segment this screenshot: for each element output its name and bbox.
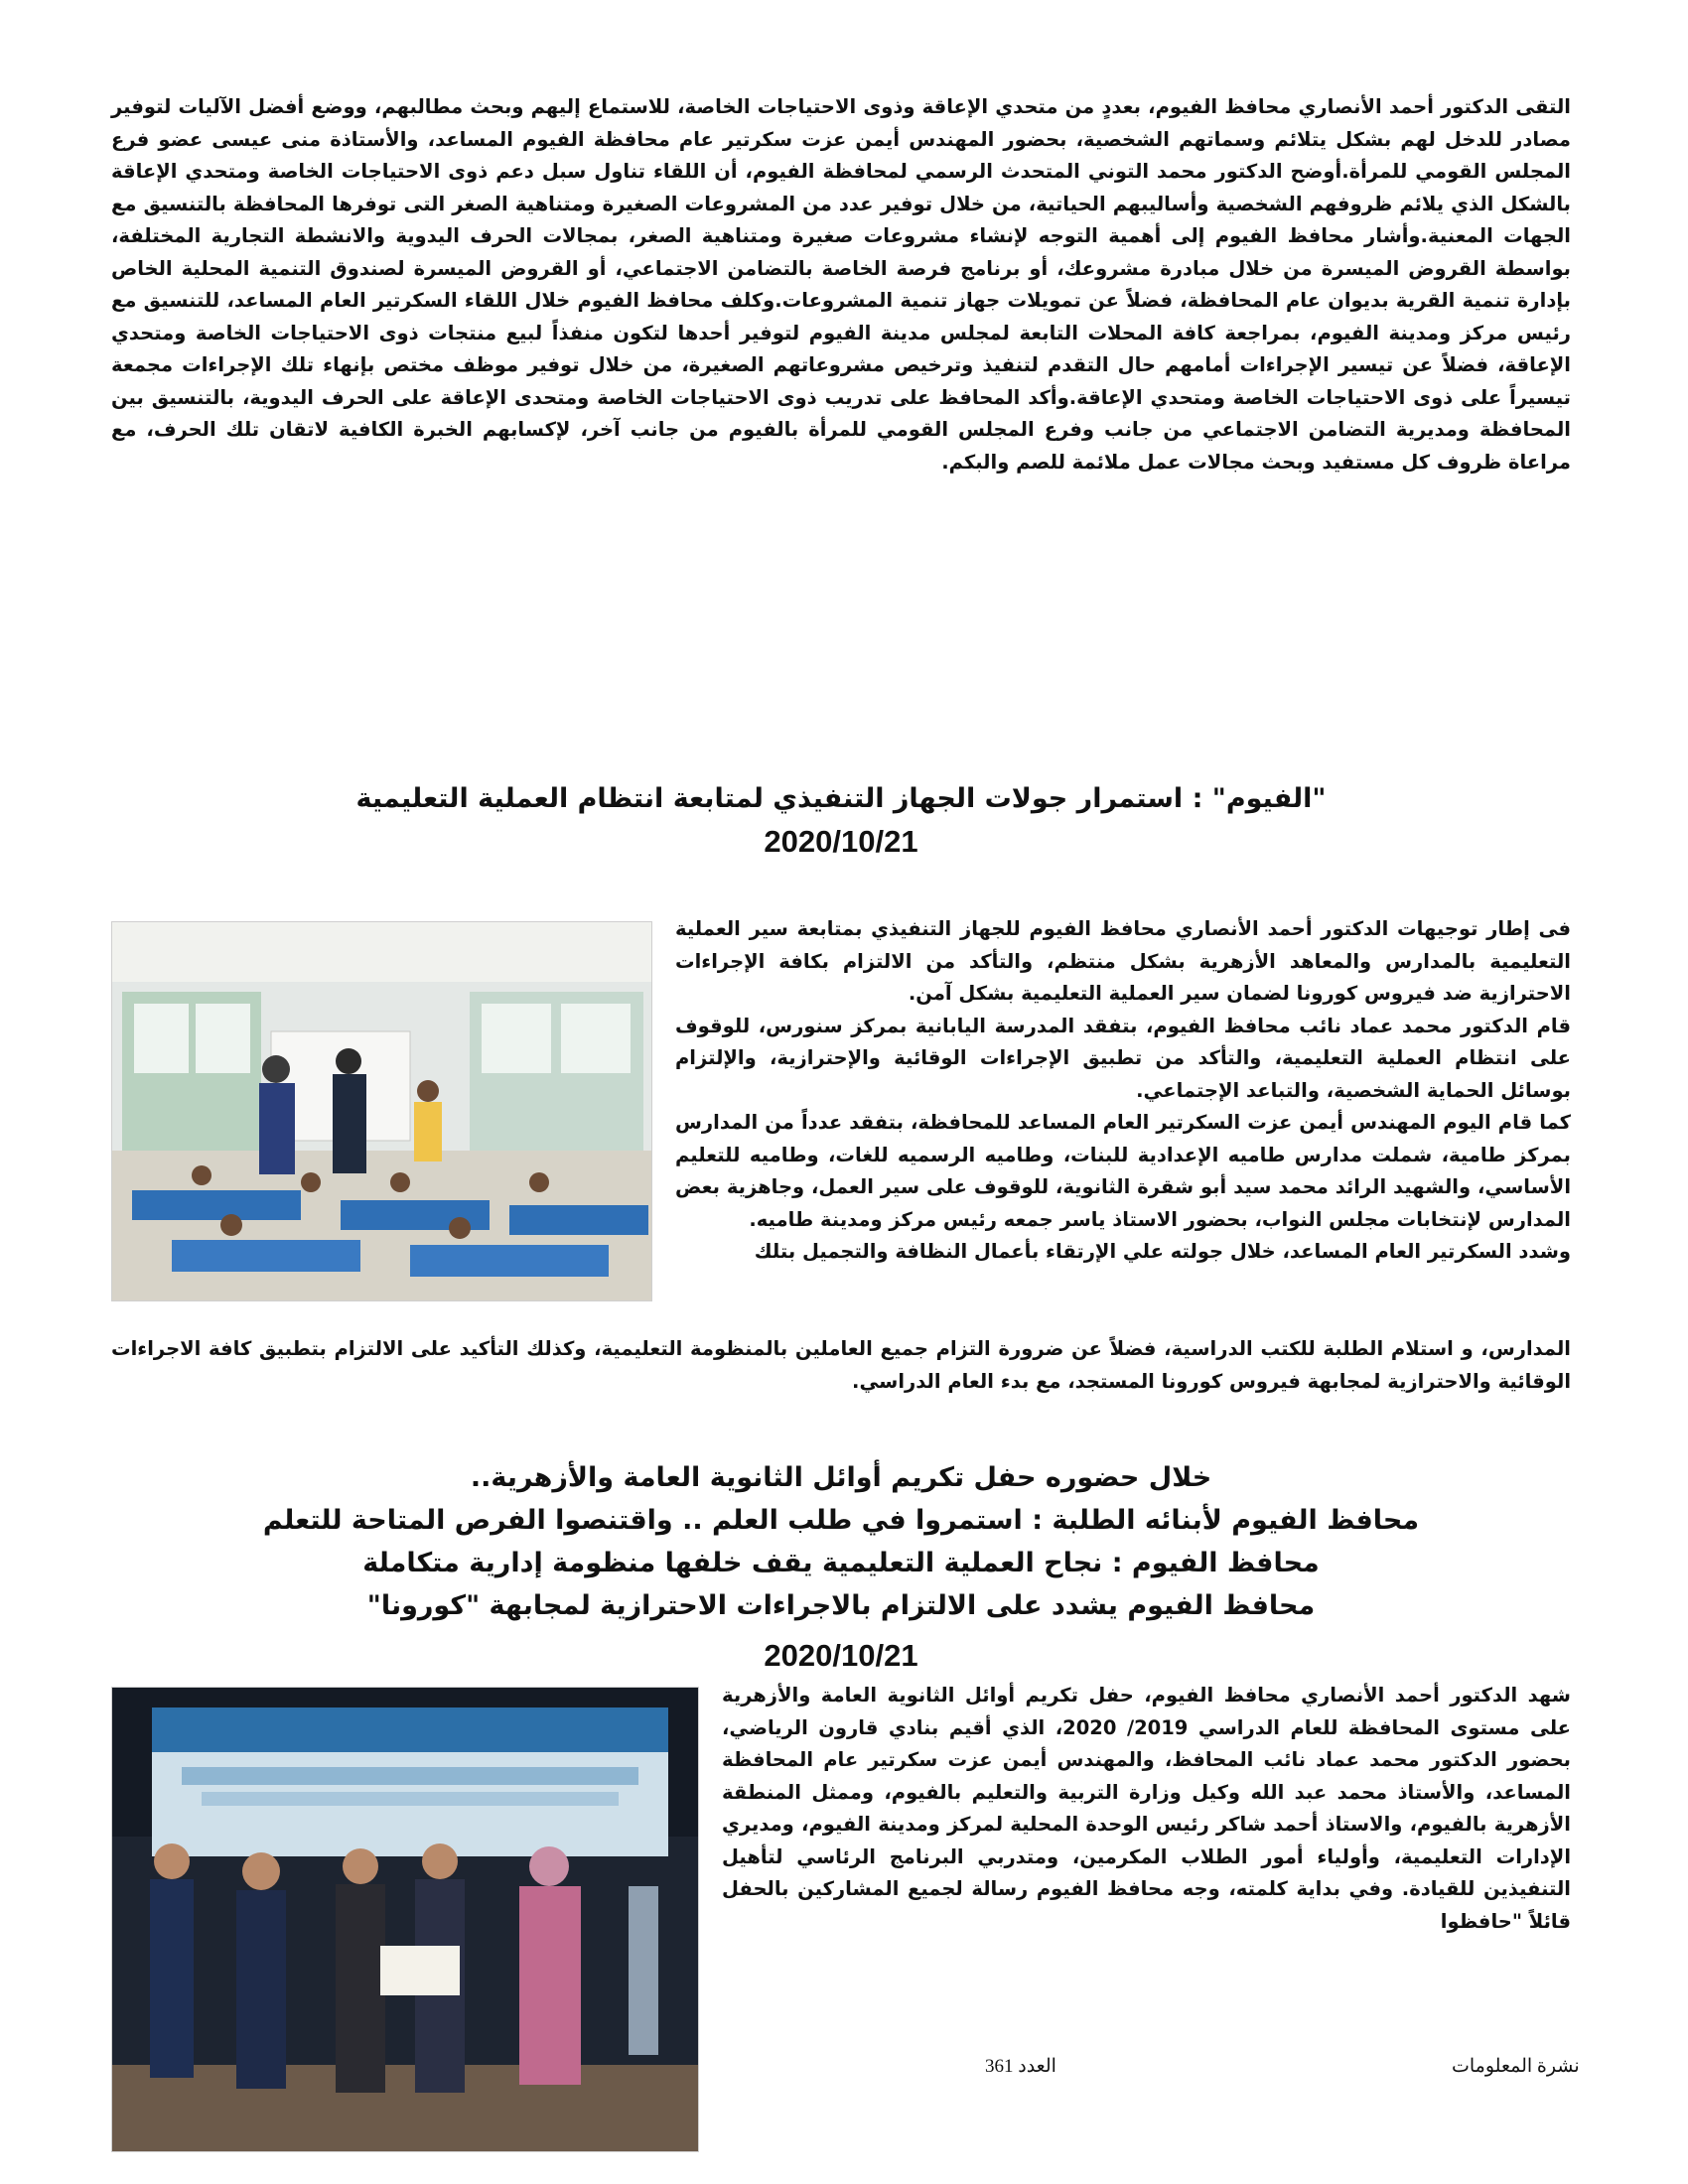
- article1-date: 2020/10/21: [764, 824, 918, 859]
- article1-title: "الفيوم" : استمرار جولات الجهاز التنفيذي لمتابعة انتظام العملية التعليمية: [355, 783, 1327, 814]
- article1-continuation-text: المدارس، و استلام الطلبة للكتب الدراسية، فضلاً عن ضرورة التزام جميع العاملين بالمنظومة التعليمية، وكذلك التأكيد على الالتزام بتطبيق كافة الاجراءات الوقائية والاحترازية لمجابهة فيروس كورونا المستجد، مع بدء العام الدراسي.: [111, 1337, 1571, 1393]
- article1-continuation: [111, 1333, 1571, 1398]
- article1-paragraph: قام الدكتور محمد عماد نائب محافظ الفيوم، بتفقد المدرسة اليابانية بمركز سنورس، للوقوف على انتظام العملية التعليمية، والتأكد من تطبيق الإجراءات الوقائية والإحترازية، والإلتزام بوسائل الحماية الشخصية، والتباعد الإجتماعي.: [675, 1014, 1571, 1102]
- article2-side-text: [722, 1680, 1571, 1938]
- article2-title: [111, 1456, 1571, 1627]
- article2-title-line: محافظ الفيوم لأبنائه الطلبة : استمروا في طلب العلم .. واقتنصوا الفرص المتاحة للتعلم: [262, 1505, 1420, 1536]
- footer-issue-number: العدد 361: [985, 2056, 1056, 2077]
- classroom-photo: [111, 921, 652, 1301]
- article1-paragraph: وشدد السكرتير العام المساعد، خلال جولته علي الإرتقاء بأعمال النظافة والتجميل بتلك: [754, 1240, 1571, 1263]
- article1-side-text: [675, 913, 1571, 1269]
- intro-paragraph: [111, 91, 1571, 478]
- article1-paragraph: فى إطار توجيهات الدكتور أحمد الأنصاري محافظ الفيوم للجهاز التنفيذي بمتابعة سير العملية التعليمية بالمدارس والمعاهد الأزهرية بشكل منتظم، والتأكد من الالتزام بكافة الإجراءات الاحترازية ضد فيروس كورونا لضمان سير العملية التعليمية بشكل آمن.: [675, 917, 1571, 1005]
- article2-paragraph: شهد الدكتور أحمد الأنصاري محافظ الفيوم، حفل تكريم أوائل الثانوية العامة والأزهرية على مستوى المحافظة للعام الدراسي 2019/ 2020، الذي أقيم بنادي قارون الرياضي، بحضور الدكتور محمد عماد نائب المحافظ، والمهندس أيمن عزت سكرتير عام المحافظة المساعد، والأستاذ محمد عبد الله وكيل وزارة التربية والتعليم بالفيوم، وممثل المنطقة الأزهرية بالفيوم، والاستاذ أحمد شاكر رئيس الوحدة المحلية لمركز ومدينة الفيوم، ومديري الإدارات التعليمية، وأولياء أمور الطلاب المكرمين، ومتدربي البرنامج الرئاسي لتأهيل التنفيذين للقيادة. وفي بداية كلمته، وجه محافظ الفيوم رسالة لجميع المشاركين بالحفل قائلاً "حافظوا: [722, 1684, 1571, 1933]
- article2-title-line: محافظ الفيوم : نجاح العملية التعليمية يقف خلفها منظومة إدارية متكاملة: [362, 1548, 1320, 1578]
- ceremony-photo-image: [112, 1688, 698, 2151]
- article2-title-line: خلال حضوره حفل تكريم أوائل الثانوية العامة والأزهرية..: [470, 1462, 1212, 1493]
- intro-paragraph-text: التقى الدكتور أحمد الأنصاري محافظ الفيوم، بعددٍ من متحدي الإعاقة وذوى الاحتياجات الخاصة، للاستماع إليهم وبحث مطالبهم، ووضع أفضل الآليات لتوفير مصادر للدخل لهم بشكل يتلائم وسماتهم الشخصية، بحضور المهندس أيمن عزت سكرتير عام محافظة الفيوم المساعد، والأستاذة منى عيسى عضو فرع المجلس القومي للمرأة.أوضح الدكتور محمد التوني المتحدث الرسمي لمحافظة الفيوم، أن اللقاء تناول سبل دعم ذوى الاحتياجات الخاصة ومتحدي الإعاقة بالشكل الذي يلائم ظروفهم الشخصية وأساليبهم الحياتية، من خلال توفير عدد من المشروعات الصغيرة ومتناهية الصغر التى توفرها المحافظة بالتنسيق مع الجهات المعنية.وأشار محافظ الفيوم إلى أهمية التوجه لإنشاء مشروعات صغيرة ومتناهية الصغر، بمجالات الحرف اليدوية والانشطة التجارية المختلفة، بواسطة القروض الميسرة من خلال مبادرة مشروعك، أو برنامج فرصة الخاصة بالتضامن الاجتماعي، أو القروض الميسرة لصندوق التنمية المحلية الخاص بإدارة تنمية القرية بديوان عام المحافظة، فضلاً عن تمويلات جهاز تنمية المشروعات.وكلف محافظ الفيوم خلال اللقاء السكرتير العام المساعد، للتنسيق مع رئيس مركز ومدينة الفيوم، بمراجعة كافة المحلات التابعة لمجلس مدينة الفيوم لتوفير أحدها لتكون منفذاً لبيع منتجات ذوى الاحتياجات الخاصة ومتحدي الإعاقة، فضلاً عن تيسير الإجراءات أمامهم حال التقدم لتنفيذ وترخيص مشروعاتهم الصغيرة، من خلال توفير موظف مختص بإنهاء تلك الإجراءات مجمعة تيسيراً على ذوى الاحتياجات الخاصة ومتحدي الإعاقة.وأكد المحافظ على تدريب ذوى الاحتياجات الخاصة ومتحدى الإعاقة على الحرف اليدوية، بالتنسيق بين المحافظة ومديرية التضامن الاجتماعي من جانب وفرع المجلس القومي للمرأة بالفيوم من جانب آخر، لإكسابهم الخبرة الكافية لاتقان تلك الحرف، مع مراعاة ظروف كل مستفيد وبحث مجالات عمل ملائمة للصم والبكم.: [111, 95, 1571, 474]
- article2-date: 2020/10/21: [764, 1638, 918, 1673]
- article2-title-line: محافظ الفيوم يشدد على الالتزام بالاجراءات الاحترازية لمجابهة "كورونا": [366, 1590, 1316, 1621]
- classroom-photo-image: [112, 922, 651, 1300]
- article1-paragraph: كما قام اليوم المهندس أيمن عزت السكرتير العام المساعد للمحافظة، بتفقد عدداً من المدارس بمركز طامية، شملت مدارس طاميه الإعدادية للبنات، وطاميه الرسميه للغات، وطاميه للتعليم الأساسي، والشهيد الرائد محمد سيد أبو شقرة الثانوية، للوقوف على سير العمل، وجاهزية بعض المدارس لإنتخابات مجلس النواب، بحضور الاستاذ ياسر جمعه رئيس مركز ومدينة طاميه.: [675, 1111, 1571, 1231]
- footer-publication-name: نشرة المعلومات: [1452, 2056, 1580, 2077]
- ceremony-photo: [111, 1687, 699, 2152]
